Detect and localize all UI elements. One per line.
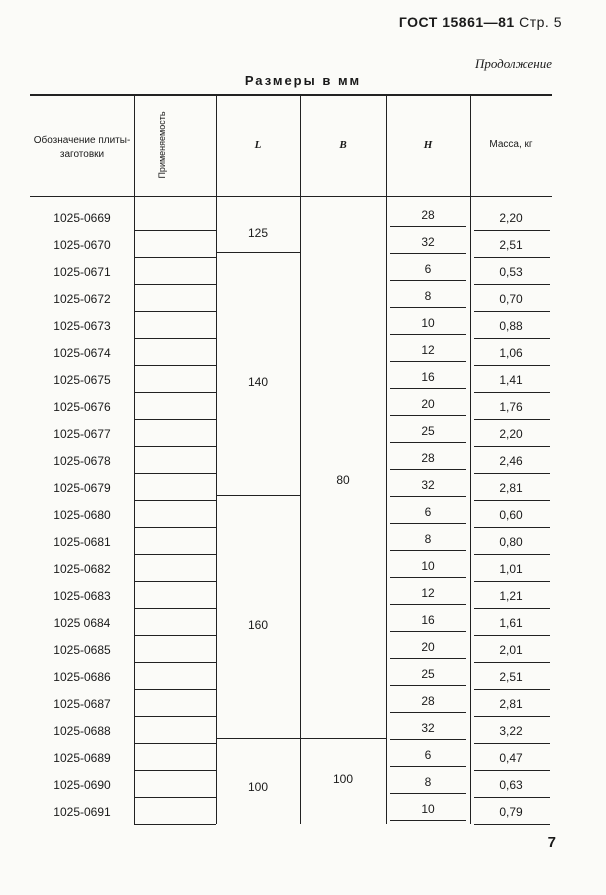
cell-mass: 2,81 (499, 697, 523, 711)
cell-mass: 2,20 (499, 211, 523, 225)
cell-designation: 1025-0676 (53, 400, 111, 414)
cell-designation: 1025-0671 (53, 265, 111, 279)
row-rule-mass (474, 797, 550, 798)
row-rule-mass (474, 311, 550, 312)
row-rule-H (390, 793, 466, 794)
row-rule-mass (474, 716, 550, 717)
row-rule-mass (474, 662, 550, 663)
row-rule-applicability (134, 608, 216, 609)
cell-mass: 1,06 (499, 346, 523, 360)
row-rule-H (390, 712, 466, 713)
row-rule-H (390, 415, 466, 416)
row-rule-applicability (134, 338, 216, 339)
cell-L: 125 (247, 226, 269, 240)
cell-H: 32 (421, 235, 435, 249)
row-rule-applicability (134, 527, 216, 528)
row-rule-H (390, 658, 466, 659)
cell-H: 12 (421, 343, 435, 357)
row-rule-applicability (134, 689, 216, 690)
row-rule-mass (474, 689, 550, 690)
cell-designation: 1025-0678 (53, 454, 111, 468)
col-header-L: L (254, 139, 262, 151)
cell-designation: 1025-0673 (53, 319, 111, 333)
cell-H: 32 (421, 721, 435, 735)
row-rule-applicability (134, 311, 216, 312)
cell-H: 6 (424, 505, 432, 519)
row-rule-mass (474, 473, 550, 474)
col-header-mass: Масса, кг (489, 139, 533, 150)
table-caption: Размеры в мм (244, 73, 362, 88)
row-rule-mass (474, 284, 550, 285)
row-rule-H (390, 604, 466, 605)
row-rule-applicability (134, 257, 216, 258)
cell-H: 25 (421, 667, 435, 681)
row-rule-H (390, 469, 466, 470)
row-rule-mass (474, 743, 550, 744)
row-rule-H (390, 523, 466, 524)
col-header-H: H (423, 139, 433, 151)
row-rule-mass (474, 365, 550, 366)
cell-H: 8 (424, 532, 432, 546)
col-divider-1 (134, 94, 135, 824)
col-divider-3 (300, 94, 301, 824)
col-header-designation: Обозначение плиты-заготовки (33, 135, 131, 160)
row-rule-applicability (134, 824, 216, 825)
cell-designation: 1025-0669 (53, 211, 111, 225)
cell-designation: 1025-0689 (53, 751, 111, 765)
cell-mass: 2,20 (499, 427, 523, 441)
page-header (399, 14, 562, 30)
row-rule-H (390, 685, 466, 686)
row-rule-H (390, 388, 466, 389)
cell-designation: 1025-0680 (53, 508, 111, 522)
cell-L: 160 (247, 617, 269, 632)
cell-designation: 1025-0681 (53, 535, 111, 549)
page-number: 7 (547, 834, 556, 851)
cell-H: 10 (421, 802, 435, 816)
cell-designation: 1025 0684 (53, 616, 111, 630)
row-rule-applicability (134, 554, 216, 555)
cell-designation: 1025-0675 (53, 373, 111, 387)
cell-mass: 3,22 (499, 724, 523, 738)
row-rule-H (390, 631, 466, 632)
row-rule-H (390, 820, 466, 821)
row-rule-H (390, 334, 466, 335)
B-group-rule (216, 738, 386, 739)
cell-designation: 1025-0687 (53, 697, 111, 711)
cell-H: 16 (421, 613, 435, 627)
row-rule-H (390, 442, 466, 443)
cell-H: 28 (421, 451, 435, 465)
cell-H: 6 (424, 748, 432, 762)
cell-H: 12 (421, 586, 435, 600)
row-rule-applicability (134, 500, 216, 501)
row-rule-applicability (134, 716, 216, 717)
row-rule-applicability (134, 743, 216, 744)
header-bottom-rule (30, 196, 552, 197)
cell-H: 32 (421, 478, 435, 492)
cell-mass: 2,81 (499, 481, 523, 495)
row-rule-mass (474, 257, 550, 258)
continuation-note: Продолжение (474, 56, 552, 71)
table-top-rule (30, 94, 552, 96)
cell-mass: 0,79 (499, 805, 523, 819)
cell-H: 28 (421, 208, 435, 222)
row-rule-H (390, 550, 466, 551)
L-group-rule (216, 495, 300, 496)
cell-B: 80 (336, 473, 350, 487)
cell-L: 100 (247, 779, 269, 794)
row-rule-mass (474, 824, 550, 825)
row-rule-applicability (134, 662, 216, 663)
cell-H: 16 (421, 370, 435, 384)
cell-mass: 1,76 (499, 400, 523, 414)
cell-mass: 0,88 (499, 319, 523, 333)
cell-B: 100 (332, 771, 354, 786)
cell-designation: 1025-0683 (53, 589, 111, 603)
row-rule-applicability (134, 419, 216, 420)
L-group-rule (216, 252, 300, 253)
cell-mass: 0,63 (499, 778, 523, 792)
cell-mass: 2,51 (499, 238, 523, 252)
row-rule-applicability (134, 365, 216, 366)
row-rule-applicability (134, 770, 216, 771)
cell-mass: 2,51 (499, 670, 523, 684)
row-rule-mass (474, 554, 550, 555)
row-rule-mass (474, 608, 550, 609)
cell-mass: 0,70 (499, 292, 523, 306)
cell-designation: 1025-0682 (53, 562, 111, 576)
row-rule-H (390, 496, 466, 497)
cell-mass: 0,60 (499, 508, 523, 522)
page-label: Стр. 5 (519, 14, 562, 30)
row-rule-mass (474, 581, 550, 582)
cell-H: 8 (424, 775, 432, 789)
cell-mass: 1,01 (499, 562, 523, 576)
row-rule-applicability (134, 230, 216, 231)
row-rule-applicability (134, 635, 216, 636)
cell-H: 25 (421, 424, 435, 438)
row-rule-H (390, 577, 466, 578)
row-rule-mass (474, 419, 550, 420)
cell-mass: 0,80 (499, 535, 523, 549)
cell-mass: 1,41 (499, 373, 523, 387)
row-rule-H (390, 226, 466, 227)
row-rule-applicability (134, 392, 216, 393)
cell-mass: 0,53 (499, 265, 523, 279)
row-rule-mass (474, 527, 550, 528)
cell-L: 140 (247, 374, 269, 389)
row-rule-mass (474, 770, 550, 771)
row-rule-mass (474, 392, 550, 393)
cell-designation: 1025-0677 (53, 427, 111, 441)
row-rule-H (390, 739, 466, 740)
cell-designation: 1025-0691 (53, 805, 111, 819)
col-divider-2 (216, 94, 217, 824)
row-rule-H (390, 361, 466, 362)
cell-designation: 1025-0686 (53, 670, 111, 684)
cell-mass: 1,21 (499, 589, 523, 603)
col-header-B: B (339, 139, 347, 151)
cell-H: 8 (424, 289, 432, 303)
row-rule-H (390, 766, 466, 767)
row-rule-mass (474, 635, 550, 636)
row-rule-applicability (134, 284, 216, 285)
row-rule-applicability (134, 446, 216, 447)
cell-H: 20 (421, 640, 435, 654)
cell-designation: 1025-0690 (53, 778, 111, 792)
cell-H: 10 (421, 559, 435, 573)
cell-designation: 1025-0670 (53, 238, 111, 252)
row-rule-H (390, 307, 466, 308)
cell-H: 10 (421, 316, 435, 330)
row-rule-applicability (134, 797, 216, 798)
cell-designation: 1025-0685 (53, 643, 111, 657)
row-rule-mass (474, 230, 550, 231)
cell-designation: 1025-0679 (53, 481, 111, 495)
row-rule-H (390, 280, 466, 281)
cell-mass: 2,46 (499, 454, 523, 468)
cell-H: 20 (421, 397, 435, 411)
row-rule-mass (474, 500, 550, 501)
cell-mass: 1,61 (499, 616, 523, 630)
row-rule-mass (474, 446, 550, 447)
cell-designation: 1025-0688 (53, 724, 111, 738)
cell-H: 28 (421, 694, 435, 708)
cell-mass: 0,47 (499, 751, 523, 765)
row-rule-mass (474, 338, 550, 339)
row-rule-applicability (134, 581, 216, 582)
cell-designation: 1025-0672 (53, 292, 111, 306)
row-rule-applicability (134, 473, 216, 474)
standard-code: ГОСТ 15861—81 (398, 14, 515, 30)
cell-mass: 2,01 (499, 643, 523, 657)
cell-H: 6 (424, 262, 432, 276)
col-header-applicability: Применяемость (157, 111, 167, 179)
row-rule-H (390, 253, 466, 254)
cell-designation: 1025-0674 (53, 346, 111, 360)
